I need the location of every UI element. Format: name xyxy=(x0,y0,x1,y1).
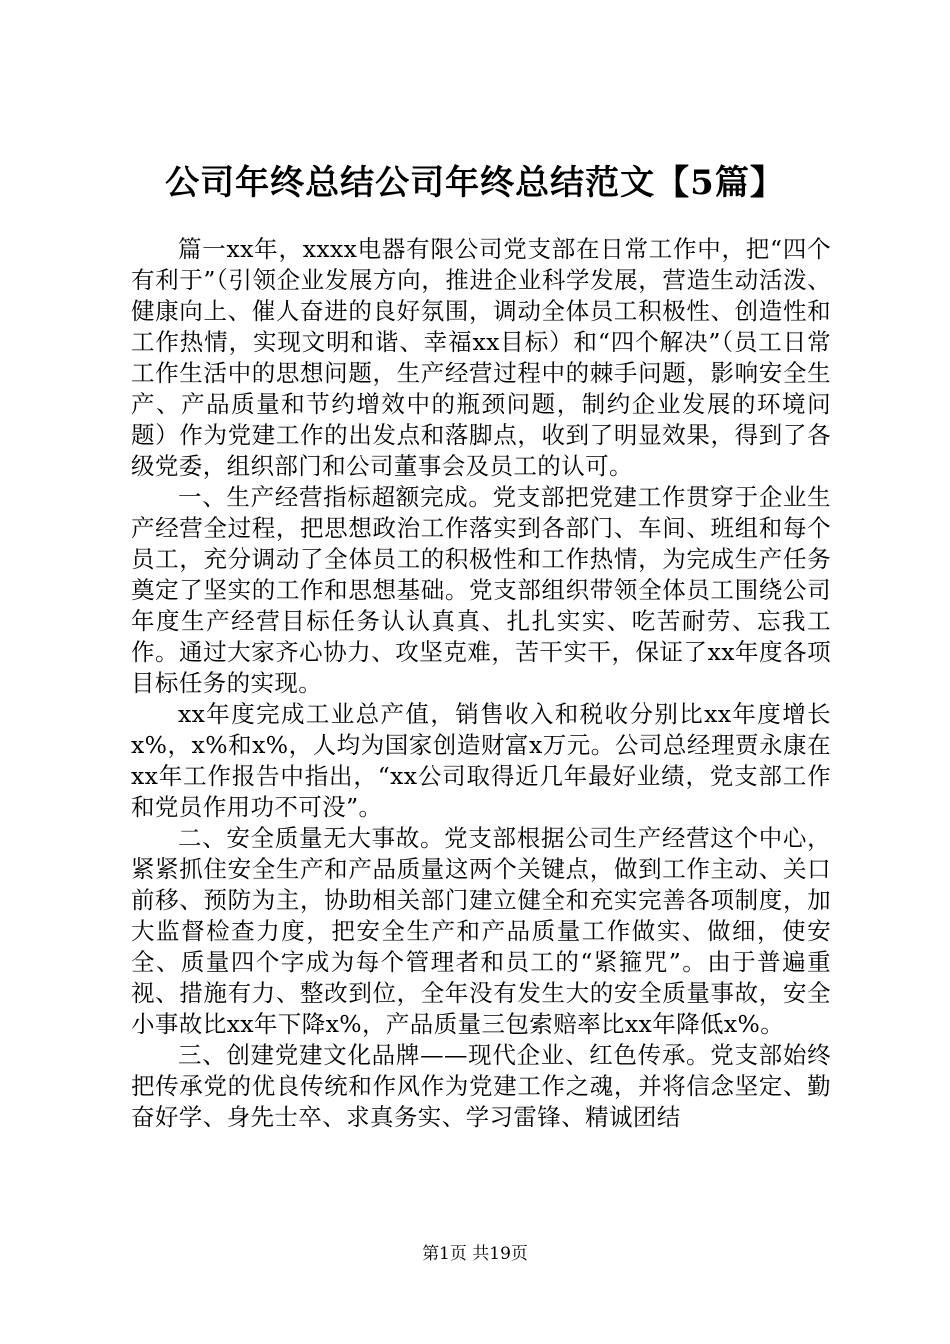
document-title: 公司年终总结公司年终总结范文【5篇】 xyxy=(165,163,785,203)
paragraph-section-1: 一、生产经营指标超额完成。党支部把党建工作贯穿于企业生产经营全过程，把思想政治工作落实到各部门、车间、班组和每个员工，充分调动了全体员工的积极性和工作热情，为完成生产任务奠定了坚实的工作和思想基础。党支部组织带领全体员工围绕公司年度生产经营目标任务认认真真、扎扎实实、吃苦耐劳、忘我工作。通过大家齐心协力、攻坚克难，苦干实干，保证了xx年度各项目标任务的实现。 xyxy=(131,483,831,697)
paragraph-section-2: 二、安全质量无大事故。党支部根据公司生产经营这个中心，紧紧抓住安全生产和产品质量这两个关键点，做到工作主动、关口前移、预防为主，协助相关部门建立健全和充实完善各项制度，加大监督检查力度，把安全生产和产品质量工作做实、做细，使安全、质量四个字成为每个管理者和员工的“紧箍咒”。由于普遍重视、措施有力、整改到位，全年没有发生大的安全质量事故，安全小事故比xx年下降x%，产品质量三包索赔率比xx年降低x%。 xyxy=(131,824,831,1038)
paragraph-section-3: 三、创建党建文化品牌——现代企业、红色传承。党支部始终把传承党的优良传统和作风作为党建工作之魂，并将信念坚定、勤奋好学、身先士卒、求真务实、学习雷锋、精诚团结 xyxy=(131,1041,831,1131)
page-footer: 第1页 共19页 xyxy=(422,1244,528,1264)
paragraph-results: xx年度完成工业总产值，销售收入和税收分别比xx年度增长x%，x%和x%，人均为国家创造财富x万元。公司总经理贾永康在xx年工作报告中指出，“xx公司取得近几年最好业绩，党支部工作和党员作用功不可没”。 xyxy=(131,700,831,821)
document-body xyxy=(131,234,831,1133)
paragraph-intro: 篇一xx年，xxxx电器有限公司党支部在日常工作中，把“四个有利于”（引领企业发展方向，推进企业科学发展，营造生动活泼、健康向上、催人奋进的良好氛围，调动全体员工积极性、创造性和工作热情，实现文明和谐、幸福xx目标）和“四个解决”（员工日常工作生活中的思想问题，生产经营过程中的棘手问题，影响安全生产、产品质量和节约增效中的瓶颈问题，制约企业发展的环境问题）作为党建工作的出发点和落脚点，收到了明显效果，得到了各级党委，组织部门和公司董事会及员工的认可。 xyxy=(131,235,831,480)
